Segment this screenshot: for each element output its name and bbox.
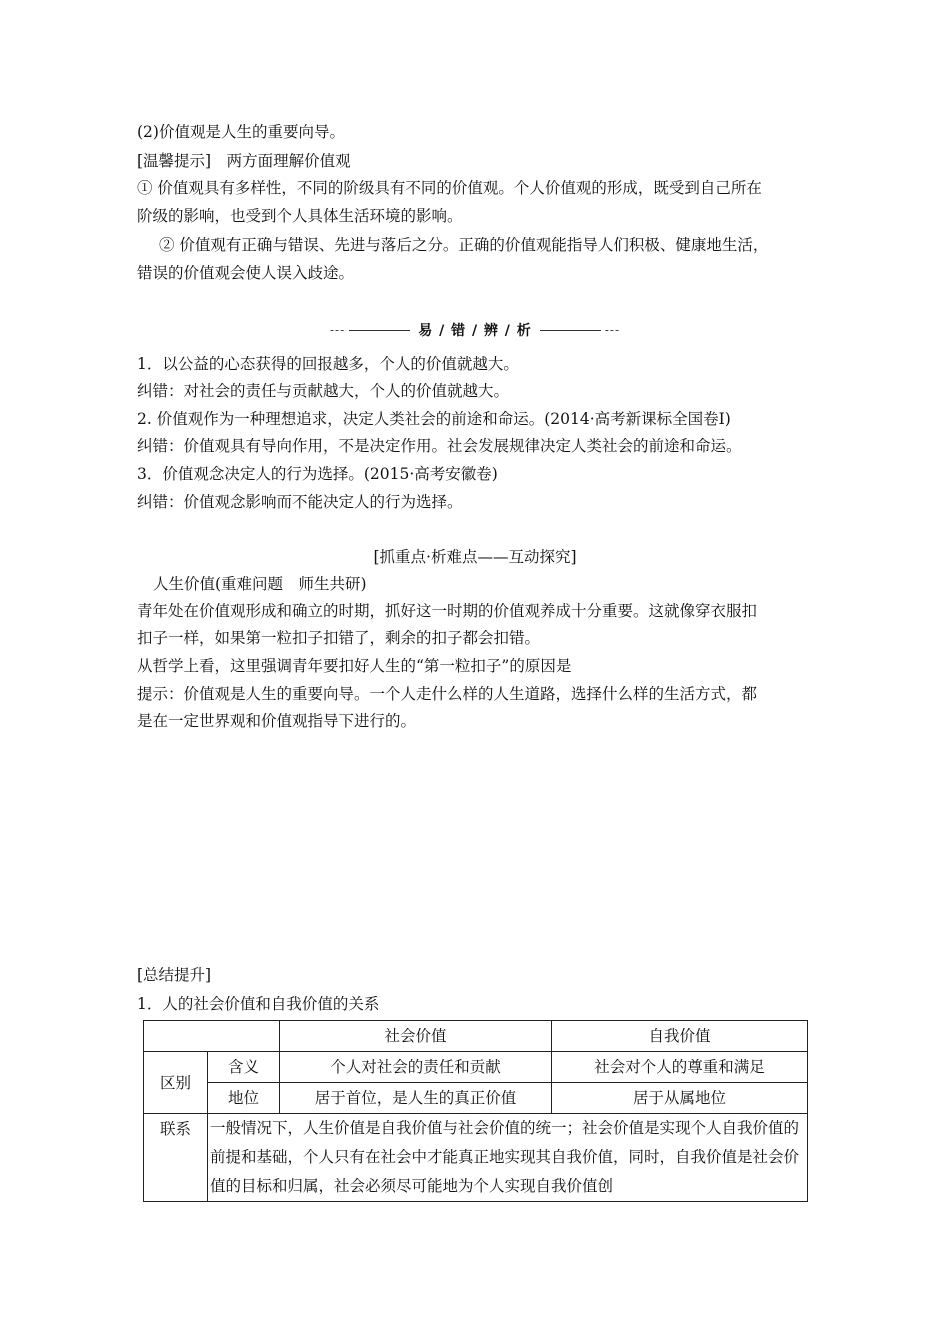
divider-title: 易 / 错 / 辨 / 析	[418, 323, 532, 339]
error-item-1: 1．以公益的心态获得的回报越多，个人的价值就越大。	[137, 355, 519, 373]
header-self-value: 自我价值	[552, 1021, 808, 1052]
cell-status-social: 居于首位，是人生的真正价值	[280, 1083, 552, 1114]
divider-dash-right: ---	[604, 323, 620, 337]
table-row-meaning	[144, 1052, 808, 1083]
cell-status-self: 居于从属地位	[552, 1083, 808, 1114]
explore-question: 从哲学上看，这里强调青年要扣好人生的“第一粒扣子”的原因是	[137, 657, 572, 675]
row-label-status: 地位	[208, 1083, 280, 1114]
section-divider	[330, 320, 620, 340]
cell-relation-text: 一般情况下，人生价值是自我价值与社会价值的统一；社会价值是实现个人自我价值的前提和基础，个人只有在社会中才能真正地实现其自我价值，同时，自我价值是社会价值的目标和归属，社会必须尽可能地为个人实现自我价值创	[208, 1114, 808, 1202]
divider-dash-left: ---	[330, 323, 346, 337]
row-label-difference: 区别	[144, 1052, 208, 1114]
explore-hint: 提示：价值观是人生的重要向导。一个人走什么样的人生道路，选择什么样的生活方式，都	[137, 685, 758, 703]
tip-heading: [温馨提示] 两方面理解价值观	[137, 152, 351, 170]
tip-point-1-cont: 阶级的影响，也受到个人具体生活环境的影响。	[137, 207, 463, 225]
table-row-relation	[144, 1114, 808, 1202]
table-corner-cell	[144, 1021, 280, 1052]
correction-2: 纠错：价值观具有导向作用，不是决定作用。社会发展规律决定人类社会的前途和命运。	[137, 437, 742, 455]
explore-paragraph-1: 青年处在价值观形成和确立的时期，抓好这一时期的价值观养成十分重要。这就像穿衣服扣	[137, 602, 758, 620]
explore-subheading: 人生价值(重难问题 师生共研)	[153, 575, 367, 593]
tip-point-1: ① 价值观具有多样性，不同的阶级具有不同的价值观。个人价值观的形成，既受到自己所在	[137, 179, 762, 197]
correction-3: 纠错：价值观念影响而不能决定人的行为选择。	[137, 493, 463, 511]
error-item-3: 3．价值观念决定人的行为选择。(2015·高考安徽卷)	[137, 465, 498, 483]
cell-meaning-self: 社会对个人的尊重和满足	[552, 1052, 808, 1083]
value-guide-line: (2)价值观是人生的重要向导。	[137, 123, 345, 141]
tip-point-2: ② 价值观有正确与错误、先进与落后之分。正确的价值观能指导人们积极、健康地生活，	[159, 236, 769, 254]
header-social-value: 社会价值	[280, 1021, 552, 1052]
error-item-2: 2. 价值观作为一种理想追求，决定人类社会的前途和命运。(2014·高考新课标全国卷Ⅰ)	[137, 410, 731, 428]
table-row-status	[144, 1083, 808, 1114]
summary-heading: [总结提升]	[137, 966, 212, 984]
explore-heading: [抓重点·析难点——互动探究]	[373, 548, 577, 566]
divider-rule-left	[349, 330, 410, 331]
tip-point-2-cont: 错误的价值观会使人误入歧途。	[137, 264, 355, 282]
explore-paragraph-1-cont: 扣子一样，如果第一粒扣子扣错了，剩余的扣子都会扣错。	[137, 629, 541, 647]
summary-subheading: 1．人的社会价值和自我价值的关系	[137, 995, 380, 1013]
value-relation-table	[143, 1020, 808, 1202]
correction-1: 纠错：对社会的责任与贡献越大，个人的价值就越大。	[137, 382, 510, 400]
row-label-meaning: 含义	[208, 1052, 280, 1083]
cell-meaning-social: 个人对社会的责任和贡献	[280, 1052, 552, 1083]
divider-rule-right	[540, 330, 601, 331]
table-header-row	[144, 1021, 808, 1052]
explore-hint-cont: 是在一定世界观和价值观指导下进行的。	[137, 712, 417, 730]
row-label-relation: 联系	[144, 1114, 208, 1202]
